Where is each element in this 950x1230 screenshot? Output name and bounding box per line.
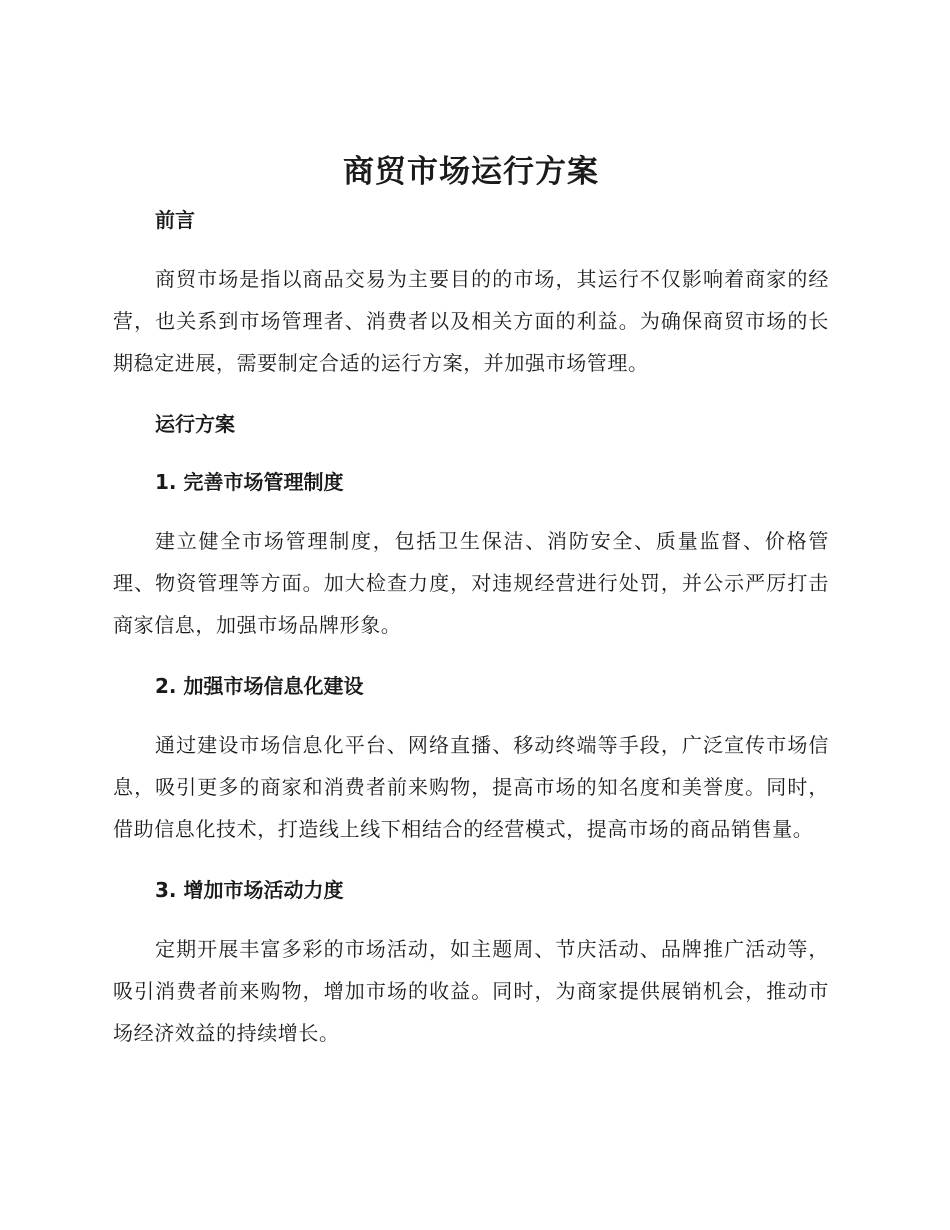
- section-paragraph-3: 定期开展丰富多彩的市场活动，如主题周、节庆活动、品牌推广活动等，吸引消费者前来购物，增加市场的收益。同时，为商家提供展销机会，推动市场经济效益的持续增长。: [113, 937, 829, 1045]
- document-title: 商贸市场运行方案: [343, 154, 599, 190]
- section-paragraph-1: 建立健全市场管理制度，包括卫生保洁、消防安全、质量监督、价格管理、物资管理等方面。加大检查力度，对违规经营进行处罚，并公示严厉打击商家信息，加强市场品牌形象。: [113, 529, 829, 637]
- section-heading-preface: 前言: [155, 208, 195, 232]
- section-heading-plan: 运行方案: [155, 412, 235, 436]
- document-page: [113, 150, 829, 1054]
- section-paragraph-preface: 商贸市场是指以商品交易为主要目的的市场，其运行不仅影响着商家的经营，也关系到市场管理者、消费者以及相关方面的利益。为确保商贸市场的长期稳定进展，需要制定合适的运行方案，并加强市场管理。: [113, 267, 829, 375]
- section-heading-2: 2. 加强市场信息化建设: [155, 674, 364, 698]
- section-paragraph-2: 通过建设市场信息化平台、网络直播、移动终端等手段，广泛宣传市场信息，吸引更多的商家和消费者前来购物，提高市场的知名度和美誉度。同时，借助信息化技术，打造线上线下相结合的经营模式，提高市场的商品销售量。: [113, 733, 829, 841]
- section-heading-3: 3. 增加市场活动力度: [155, 878, 344, 902]
- section-heading-1: 1. 完善市场管理制度: [155, 470, 344, 494]
